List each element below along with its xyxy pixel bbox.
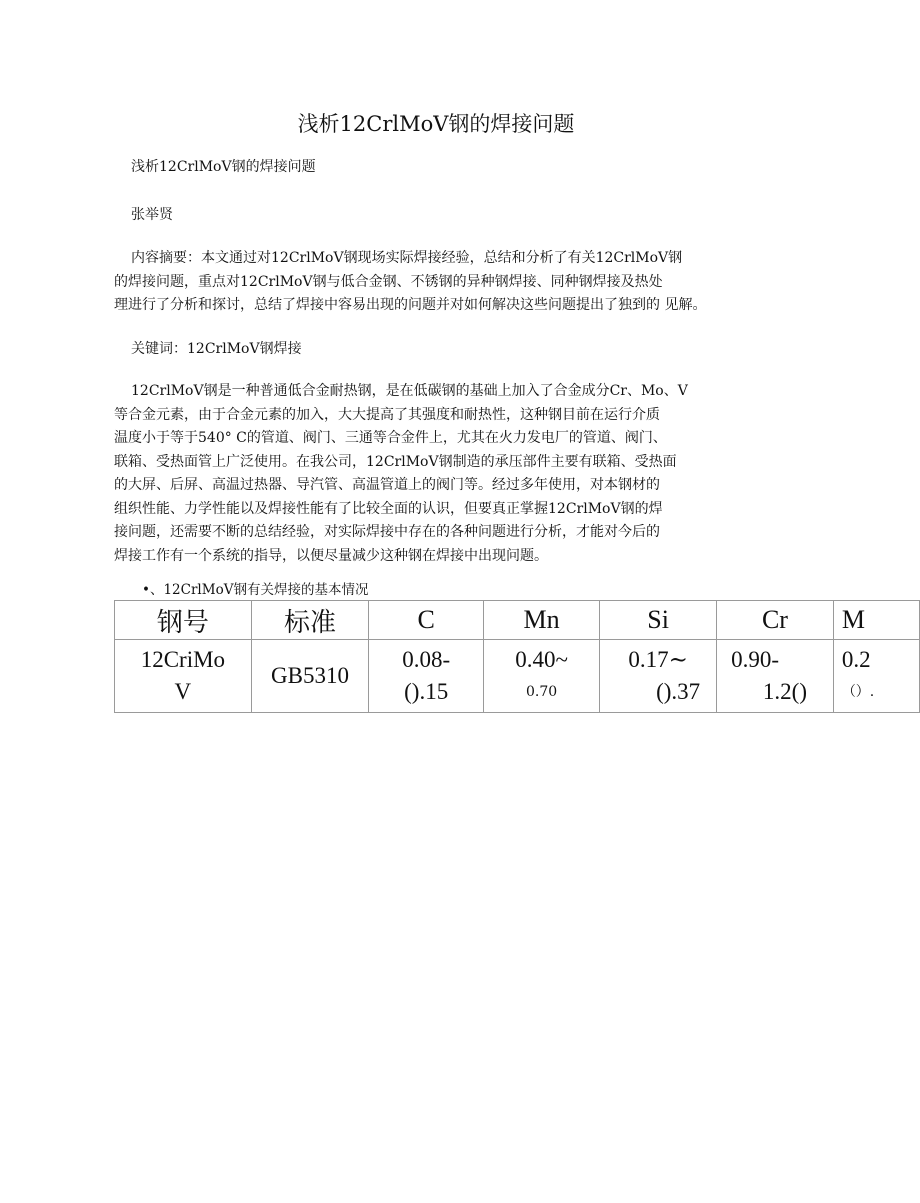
author: 张举贤 (131, 207, 173, 223)
abstract-line: 理进行了分析和探讨，总结了焊接中容易出现的问题并对如何解决这些问题提出了独到的 见解。 (114, 297, 707, 313)
header-m: M (833, 601, 919, 640)
body-line: 12CrlMoV钢是一种普通低合金耐热钢，是在低碳钢的基础上加入了合金成分Cr、Mo、V (131, 383, 688, 399)
cell-si: 0.17∼ ().37 (600, 640, 717, 713)
cell-cr: 0.90- 1.2() (717, 640, 834, 713)
abstract (114, 247, 706, 318)
cell-standard: GB5310 (251, 640, 369, 713)
document-title: 浅析12CrlMoV钢的焊接问题 (297, 112, 575, 136)
body-line: 温度小于等于540° C的管道、阀门、三通等合金件上，尤其在火力发电厂的管道、阀门、 (114, 430, 667, 446)
body-line: 的大屏、后屏、高温过热器、导汽管、高温管道上的阀门等。经过多年使用，对本钢材的 (114, 477, 660, 493)
body-line: 等合金元素，由于合金元素的加入，大大提高了其强度和耐热性，这种钢目前在运行介质 (114, 406, 660, 423)
cell-grade: 12CriMo V (115, 640, 252, 713)
header-grade: 钢号 (115, 601, 252, 640)
abstract-line: 内容摘要：本文通过对12CrlMoV钢现场实际焊接经验，总结和分析了有关12CrlMoV钢 (131, 250, 683, 266)
body-line: 焊接工作有一个系统的指导，以便尽量减少这种钢在焊接中出现问题。 (114, 547, 548, 564)
section-heading: •、12CrlMoV钢有关焊接的基本情况 (142, 582, 369, 598)
cell-m: 0.2 （）. (833, 640, 919, 713)
cell-mn: 0.40~ 0.70 (484, 640, 600, 713)
abstract-line: 的焊接问题，重点对12CrlMoV钢与低合金钢、不锈钢的异种钢焊接、同种钢焊接及热处 (114, 273, 663, 290)
table-header-row (115, 601, 920, 640)
body-line: 接问题，还需要不断的总结经验，对实际焊接中存在的各种问题进行分析，才能对今后的 (114, 524, 660, 540)
keywords: 关键词：12CrlMoV钢焊接 (131, 341, 302, 357)
body-line: 联箱、受热面管上广泛使用。在我公司，12CrlMoV钢制造的承压部件主要有联箱、受热面 (114, 453, 677, 470)
header-si: Si (600, 601, 717, 640)
body-paragraph (114, 380, 688, 568)
composition-table (114, 600, 920, 713)
table-row (115, 640, 920, 713)
cell-c: 0.08- ().15 (369, 640, 484, 713)
body-line: 组织性能、力学性能以及焊接性能有了比较全面的认识，但要真正掌握12CrlMoV钢的焊 (114, 500, 663, 517)
subtitle: 浅析12CrlMoV钢的焊接问题 (131, 159, 316, 175)
header-mn: Mn (484, 601, 600, 640)
header-cr: Cr (717, 601, 834, 640)
header-standard: 标准 (251, 601, 369, 640)
header-c: C (369, 601, 484, 640)
